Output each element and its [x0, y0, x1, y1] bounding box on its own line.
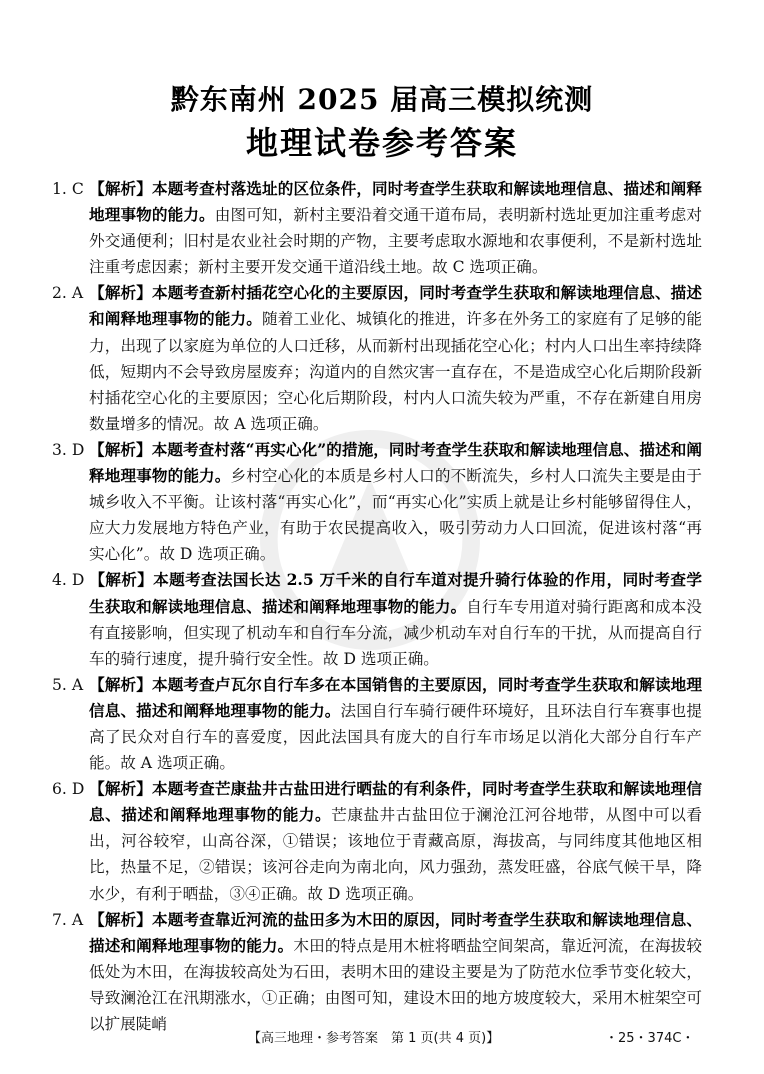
- question-number: 4. D: [52, 571, 85, 590]
- question-number: 5. A: [52, 675, 84, 694]
- question-number: 2. A: [52, 284, 84, 303]
- question-number: 7. A: [52, 910, 84, 929]
- answer-item: [52, 907, 702, 1037]
- analysis-tag: 【解析】: [89, 570, 154, 590]
- analysis-body: 芒康盐井古盐田位于澜沧江河谷地带，从图中可以看出，河谷较窄，山高谷深，①错误；该地位于青藏高原，海拔高，与同纬度其他地区相比，热量不足，②错误；该河谷走向为南北向，风力强劲，蒸发旺盛，谷底气候干旱，降水少，有利于晒盐，③④正确。故 D 选项正确。: [89, 806, 702, 903]
- answer-list: [52, 176, 702, 1037]
- analysis-summary: 本题考查村落选址的区位条件，同时考查学生获取和解读地理信息、描述和阐释地理事物的能力。: [89, 179, 702, 225]
- analysis-summary: 本题考查法国长达 2.5 万千米的自行车道对提升骑行体验的作用，同时考查学生获取和解读地理信息、描述和阐释地理事物的能力。: [89, 570, 702, 616]
- analysis-tag: 【解析】: [89, 909, 152, 929]
- footer-page-info: 【高三地理・参考答案 第 1 页(共 4 页)】: [248, 1031, 500, 1046]
- question-number: 6. D: [52, 780, 85, 799]
- analysis-body: 自行车专用道对骑行距离和成本没有直接影响，但实现了机动车和自行车分流，减少机动车对自行车的干扰，从而提高自行车的骑行速度，提升骑行安全性。故 D 选项正确。: [89, 597, 702, 668]
- exam-subtitle: 地理试卷参考答案: [245, 124, 518, 162]
- analysis-summary: 本题考查卢瓦尔自行车多在本国销售的主要原因，同时考查学生获取和解读地理信息、描述和阐释地理事物的能力。: [89, 674, 702, 720]
- analysis-body: 乡村空心化的本质是乡村人口的不断流失，乡村人口流失主要是由于城乡收入不平衡。让该村落“再实心化”，而“再实心化”实质上就是让乡村能够留得住人，应大力发展地方特色产业，有助于农民提高收入，吸引劳动力人口回流，促进该村落“再实心化”。故 D 选项正确。: [89, 467, 702, 564]
- analysis-summary: 本题考查芒康盐井古盐田进行晒盐的有利条件，同时考查学生获取和解读地理信息、描述和阐释地理事物的能力。: [89, 779, 702, 825]
- analysis-tag: 【解析】: [89, 779, 152, 799]
- analysis-summary: 本题考查靠近河流的盐田多为木田的原因，同时考查学生获取和解读地理信息、描述和阐释地理事物的能力。: [89, 909, 702, 955]
- answer-item: [52, 437, 702, 567]
- answer-item: [52, 672, 702, 776]
- analysis-tag: 【解析】: [89, 179, 152, 198]
- analysis-summary: 本题考查新村插花空心化的主要原因，同时考查学生获取和解读地理信息、描述和阐释地理事物的能力。: [89, 283, 702, 329]
- answer-item: [52, 776, 702, 906]
- exam-title: 黔东南州 2025 届高三模拟统测: [170, 83, 594, 116]
- analysis-tag: 【解析】: [89, 439, 152, 459]
- analysis-summary: 本题考查村落“再实心化”的措施，同时考查学生获取和解读地理信息、描述和阐释地理事物的能力。: [89, 439, 702, 486]
- analysis-body: 随着工业化、城镇化的推进，许多在外务工的家庭有了足够的能力，出现了以家庭为单位的人口迁移，从而新村出现插花空心化；村内人口出生率持续降低，短期内不会导致房屋废弃；沟道内的自然灾害一直存在，不是造成空心化后期阶段新村插花空心化的主要原因；空心化后期阶段，村内人口流失较为严重，不存在新建自用房数量增多的情况。故 A 选项正确。: [89, 310, 702, 433]
- question-number: 1. C: [52, 180, 84, 198]
- answer-item: [52, 567, 702, 671]
- footer-code: ・25・374C・: [605, 1031, 695, 1046]
- analysis-body: 木田的特点是用木桩将晒盐空间架高，靠近河流，在海拔较低处为木田，在海拔较高处为石田，表明木田的建设主要是为了防范水位季节变化较大，导致澜沧江在汛期涨水，①正确；由图可知，建设木田的地方坡度较大，采用木桩架空可以扩展陡峭: [89, 936, 702, 1033]
- answer-item: [52, 280, 702, 437]
- answer-item: [52, 176, 702, 280]
- analysis-tag: 【解析】: [89, 674, 152, 694]
- analysis-body: 由图可知，新村主要沿着交通干道布局，表明新村选址更加注重考虑对外交通便利；旧村是农业社会时期的产物，主要考虑取水源地和农事便利，不是新村选址注重考虑因素；新村主要开发交通干道沿线土地。故 C 选项正确。: [89, 206, 702, 277]
- analysis-tag: 【解析】: [89, 283, 152, 303]
- question-number: 3. D: [52, 440, 85, 459]
- analysis-body: 法国自行车骑行硬件环境好，且环法自行车赛事也提高了民众对自行车的喜爱度，因此法国具有庞大的自行车市场足以消化大部分自行车产能。故 A 选项正确。: [89, 701, 702, 773]
